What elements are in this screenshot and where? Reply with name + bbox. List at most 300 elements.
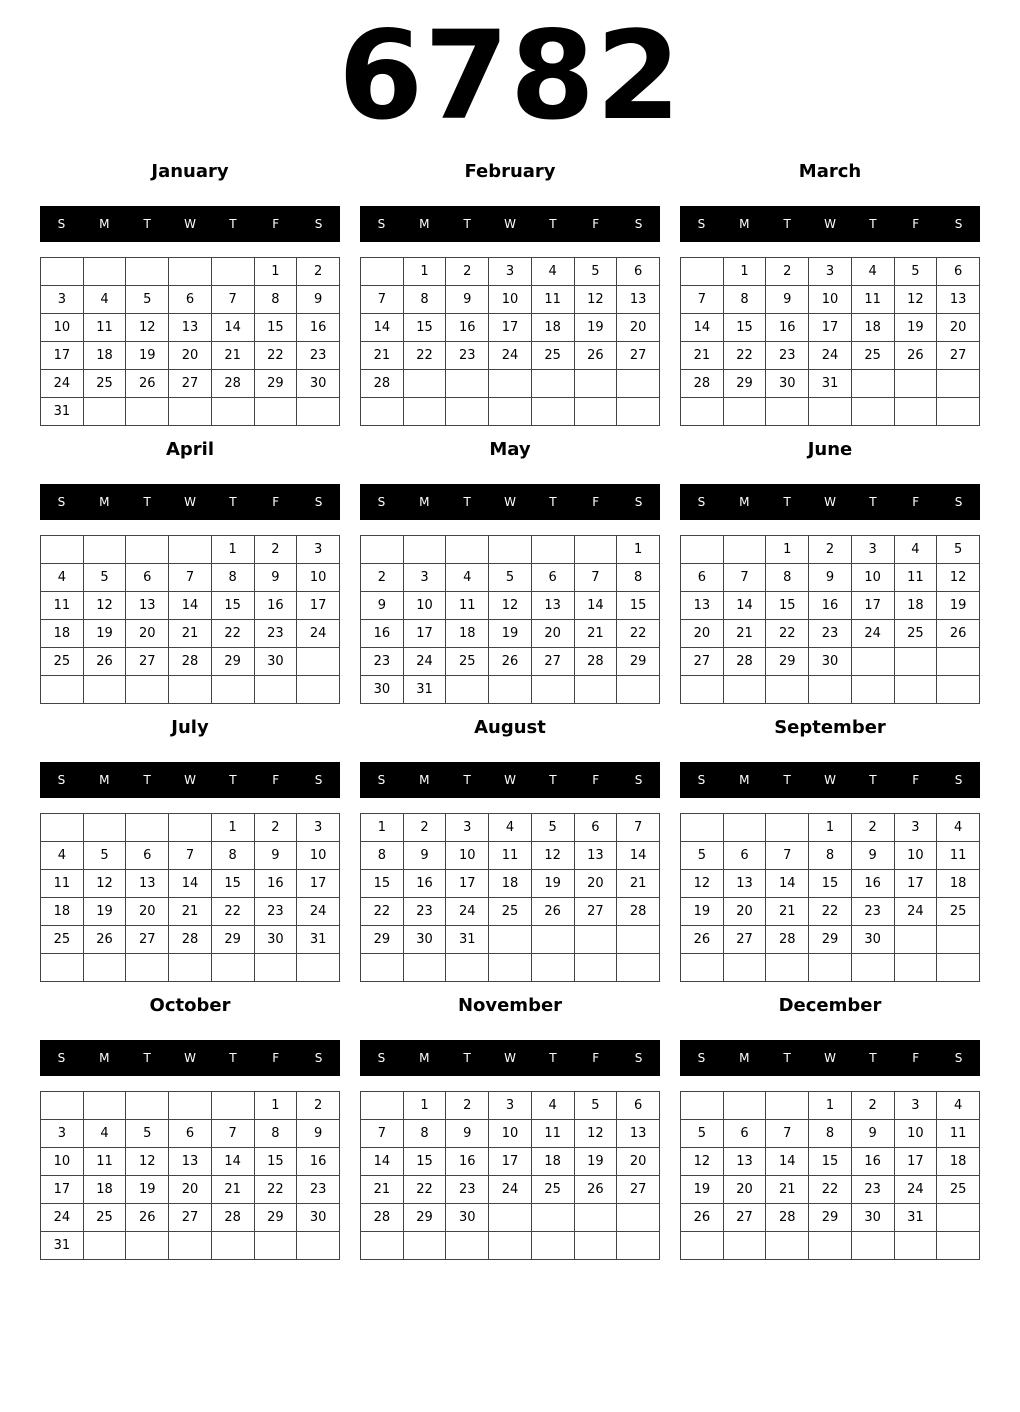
weekday-label: T [229,773,237,787]
empty-cell [531,1204,574,1232]
day-cell: 13 [126,870,169,898]
day-cell: 10 [41,1148,84,1176]
week-row [41,954,340,982]
day-cell: 11 [937,842,980,870]
day-cell: 1 [809,1092,852,1120]
day-cell: 10 [403,592,446,620]
day-cell: 21 [211,342,254,370]
empty-cell [489,926,532,954]
weekday-label: T [463,217,471,231]
weekday-header [360,484,660,520]
day-cell: 23 [809,620,852,648]
day-cell: 29 [809,926,852,954]
weekday-label: M [99,773,110,787]
week-row [41,536,340,564]
weekday-label: W [184,773,196,787]
empty-cell [446,370,489,398]
day-cell: 27 [723,1204,766,1232]
day-cell: 23 [254,898,297,926]
weekday-label: S [314,217,323,231]
day-cell: 11 [531,286,574,314]
day-cell: 28 [766,926,809,954]
week-row [681,648,980,676]
week-row [41,926,340,954]
empty-cell [83,954,126,982]
weekday-label: W [184,495,196,509]
day-cell: 8 [809,1120,852,1148]
day-cell: 2 [851,814,894,842]
day-cell: 21 [574,620,617,648]
week-row [41,898,340,926]
week-row [361,286,660,314]
day-cell: 8 [809,842,852,870]
day-cell: 4 [851,258,894,286]
weekday-label: W [504,495,516,509]
weekday-label: M [739,495,750,509]
week-row [681,842,980,870]
day-cell: 22 [766,620,809,648]
weekday-label: F [592,773,600,787]
month-name: April [165,439,215,460]
day-cell: 27 [937,342,980,370]
year-title: 6782 [338,5,682,147]
day-cell: 15 [361,870,404,898]
day-cell: 9 [851,842,894,870]
empty-cell [489,370,532,398]
day-cell: 26 [83,926,126,954]
day-cell: 10 [489,286,532,314]
weekday-label: F [912,1051,920,1065]
day-cell: 20 [169,1176,212,1204]
week-row [361,648,660,676]
day-cell: 1 [361,814,404,842]
empty-cell [681,676,724,704]
week-row [681,1204,980,1232]
empty-cell [126,258,169,286]
week-row [361,370,660,398]
week-row [681,1092,980,1120]
week-row [681,258,980,286]
day-cell: 7 [617,814,660,842]
weekday-label: S [57,495,66,509]
empty-cell [254,1232,297,1260]
day-grid [40,535,340,704]
day-cell: 17 [41,342,84,370]
day-cell: 19 [681,898,724,926]
day-cell: 24 [446,898,489,926]
empty-cell [211,676,254,704]
day-cell: 24 [894,898,937,926]
week-row [361,620,660,648]
week-row [361,1120,660,1148]
day-cell: 8 [617,564,660,592]
day-cell: 14 [211,314,254,342]
empty-cell [361,1092,404,1120]
weekday-label: T [143,495,151,509]
day-cell: 30 [766,370,809,398]
day-cell: 13 [617,1120,660,1148]
day-cell: 28 [211,1204,254,1232]
empty-cell [297,648,340,676]
day-cell: 28 [361,370,404,398]
weekday-label: M [419,773,430,787]
day-cell: 11 [41,870,84,898]
day-cell: 31 [41,398,84,426]
weekday-label: T [549,495,557,509]
day-cell: 6 [126,842,169,870]
weekday-label: S [314,495,323,509]
empty-cell [169,398,212,426]
weekday-label: F [592,217,600,231]
day-cell: 26 [681,926,724,954]
empty-cell [723,1232,766,1260]
empty-cell [403,370,446,398]
weekday-label: W [184,217,196,231]
weekday-label: T [229,1051,237,1065]
day-cell: 25 [83,370,126,398]
empty-cell [297,954,340,982]
week-row [41,286,340,314]
day-cell: 18 [937,870,980,898]
empty-cell [937,1204,980,1232]
day-cell: 1 [403,258,446,286]
week-row [41,1204,340,1232]
day-cell: 2 [809,536,852,564]
day-cell: 7 [361,1120,404,1148]
weekday-label: T [549,1051,557,1065]
week-row [41,842,340,870]
day-cell: 6 [937,258,980,286]
day-cell: 3 [297,536,340,564]
day-cell: 13 [126,592,169,620]
week-row [41,870,340,898]
day-grid [40,1091,340,1260]
day-cell: 20 [574,870,617,898]
empty-cell [766,398,809,426]
day-cell: 29 [361,926,404,954]
day-cell: 19 [894,314,937,342]
day-cell: 25 [937,898,980,926]
weekday-label: F [272,495,280,509]
day-cell: 10 [446,842,489,870]
day-cell: 1 [254,258,297,286]
empty-cell [851,398,894,426]
empty-cell [361,536,404,564]
week-row [41,370,340,398]
day-cell: 9 [766,286,809,314]
day-cell: 5 [489,564,532,592]
day-cell: 4 [937,1092,980,1120]
day-cell: 27 [126,648,169,676]
day-cell: 23 [851,898,894,926]
day-cell: 22 [403,1176,446,1204]
month-name: September [774,717,886,738]
day-cell: 9 [297,286,340,314]
empty-cell [809,676,852,704]
empty-cell [169,1232,212,1260]
week-row [361,1092,660,1120]
day-grid [360,535,660,704]
day-cell: 12 [574,1120,617,1148]
empty-cell [937,398,980,426]
weekday-label: T [549,217,557,231]
weekday-header [680,206,980,242]
week-row [361,926,660,954]
empty-cell [681,258,724,286]
day-cell: 3 [41,286,84,314]
day-cell: 9 [446,1120,489,1148]
day-cell: 30 [851,926,894,954]
day-cell: 1 [254,1092,297,1120]
weekday-label: M [419,495,430,509]
day-cell: 5 [681,1120,724,1148]
day-cell: 18 [489,870,532,898]
week-row [361,814,660,842]
day-cell: 27 [169,1204,212,1232]
day-cell: 14 [574,592,617,620]
day-cell: 14 [723,592,766,620]
day-cell: 28 [766,1204,809,1232]
day-cell: 16 [297,314,340,342]
week-row [681,286,980,314]
day-cell: 27 [574,898,617,926]
empty-cell [169,954,212,982]
day-cell: 15 [211,592,254,620]
empty-cell [83,536,126,564]
empty-cell [617,926,660,954]
day-cell: 10 [41,314,84,342]
day-cell: 14 [766,1148,809,1176]
day-cell: 4 [41,564,84,592]
weekday-label: F [272,1051,280,1065]
day-cell: 29 [254,370,297,398]
weekday-label: S [377,773,386,787]
empty-cell [681,1092,724,1120]
day-cell: 28 [617,898,660,926]
day-cell: 10 [489,1120,532,1148]
week-row [361,1204,660,1232]
day-cell: 19 [489,620,532,648]
day-cell: 17 [851,592,894,620]
day-cell: 3 [403,564,446,592]
empty-cell [894,1232,937,1260]
day-cell: 4 [41,842,84,870]
day-cell: 10 [894,1120,937,1148]
day-cell: 11 [894,564,937,592]
month-name: July [171,717,209,738]
empty-cell [937,676,980,704]
empty-cell [41,814,84,842]
empty-cell [211,398,254,426]
empty-cell [446,954,489,982]
day-cell: 8 [254,286,297,314]
day-cell: 2 [403,814,446,842]
day-cell: 20 [126,620,169,648]
day-cell: 29 [617,648,660,676]
empty-cell [617,954,660,982]
week-row [681,536,980,564]
day-cell: 4 [83,1120,126,1148]
weekday-label: F [592,495,600,509]
weekday-label: S [57,773,66,787]
empty-cell [297,398,340,426]
empty-cell [254,954,297,982]
empty-cell [83,1092,126,1120]
day-cell: 4 [937,814,980,842]
day-grid [360,257,660,426]
empty-cell [851,648,894,676]
empty-cell [574,676,617,704]
day-cell: 16 [809,592,852,620]
day-cell: 25 [41,926,84,954]
day-cell: 25 [851,342,894,370]
weekday-header [40,1040,340,1076]
day-cell: 11 [41,592,84,620]
empty-cell [403,954,446,982]
day-cell: 21 [361,342,404,370]
day-cell: 1 [211,814,254,842]
day-cell: 17 [809,314,852,342]
weekday-label: F [912,773,920,787]
day-cell: 13 [937,286,980,314]
empty-cell [937,954,980,982]
day-cell: 25 [446,648,489,676]
empty-cell [41,676,84,704]
weekday-label: S [954,495,963,509]
empty-cell [126,1232,169,1260]
empty-cell [169,814,212,842]
weekday-label: S [954,1051,963,1065]
weekday-label: M [739,773,750,787]
day-cell: 3 [489,258,532,286]
weekday-label: S [954,773,963,787]
empty-cell [403,1232,446,1260]
day-cell: 22 [403,342,446,370]
week-row [41,1232,340,1260]
day-cell: 13 [169,1148,212,1176]
day-cell: 6 [723,842,766,870]
day-cell: 15 [403,314,446,342]
empty-cell [574,1204,617,1232]
day-cell: 16 [446,314,489,342]
day-cell: 25 [489,898,532,926]
day-cell: 10 [809,286,852,314]
weekday-label: S [697,217,706,231]
day-cell: 16 [297,1148,340,1176]
day-cell: 2 [254,814,297,842]
day-cell: 8 [766,564,809,592]
week-row [361,676,660,704]
day-cell: 15 [617,592,660,620]
day-cell: 24 [297,620,340,648]
day-grid [680,1091,980,1260]
day-cell: 28 [723,648,766,676]
empty-cell [254,398,297,426]
day-cell: 4 [531,258,574,286]
day-cell: 20 [169,342,212,370]
empty-cell [851,676,894,704]
empty-cell [723,536,766,564]
weekday-label: S [377,217,386,231]
day-cell: 10 [297,564,340,592]
day-cell: 17 [297,870,340,898]
empty-cell [851,954,894,982]
empty-cell [894,370,937,398]
week-row [41,1120,340,1148]
day-cell: 14 [361,1148,404,1176]
day-cell: 3 [894,814,937,842]
day-cell: 19 [83,620,126,648]
day-cell: 10 [851,564,894,592]
empty-cell [297,676,340,704]
weekday-label: T [143,217,151,231]
day-cell: 9 [851,1120,894,1148]
day-cell: 28 [169,926,212,954]
day-cell: 22 [211,620,254,648]
weekday-label: S [634,217,643,231]
weekday-label: T [229,217,237,231]
day-cell: 16 [851,1148,894,1176]
day-cell: 16 [851,870,894,898]
day-cell: 27 [617,1176,660,1204]
weekday-label: W [504,1051,516,1065]
day-cell: 3 [297,814,340,842]
day-cell: 19 [126,1176,169,1204]
day-cell: 27 [169,370,212,398]
day-cell: 18 [531,1148,574,1176]
day-cell: 19 [574,314,617,342]
empty-cell [446,398,489,426]
empty-cell [83,676,126,704]
day-cell: 12 [681,870,724,898]
empty-cell [489,954,532,982]
day-cell: 27 [723,926,766,954]
week-row [41,676,340,704]
month-name: October [149,995,231,1016]
month-name: December [778,995,882,1016]
empty-cell [574,536,617,564]
day-cell: 3 [851,536,894,564]
empty-cell [894,676,937,704]
day-cell: 25 [937,1176,980,1204]
day-cell: 30 [254,648,297,676]
weekday-label: T [143,1051,151,1065]
day-grid [680,535,980,704]
day-cell: 13 [681,592,724,620]
month-name: August [474,717,546,738]
day-cell: 21 [211,1176,254,1204]
day-cell: 15 [723,314,766,342]
week-row [681,926,980,954]
day-cell: 1 [766,536,809,564]
day-cell: 18 [83,1176,126,1204]
day-cell: 27 [531,648,574,676]
weekday-label: M [419,1051,430,1065]
weekday-label: W [824,1051,836,1065]
weekday-label: W [504,773,516,787]
day-cell: 21 [361,1176,404,1204]
weekday-header [360,206,660,242]
day-cell: 2 [446,258,489,286]
empty-cell [41,954,84,982]
day-cell: 16 [254,870,297,898]
weekday-label: M [419,217,430,231]
empty-cell [617,1232,660,1260]
empty-cell [723,676,766,704]
weekday-label: T [143,773,151,787]
empty-cell [83,398,126,426]
day-cell: 5 [574,258,617,286]
